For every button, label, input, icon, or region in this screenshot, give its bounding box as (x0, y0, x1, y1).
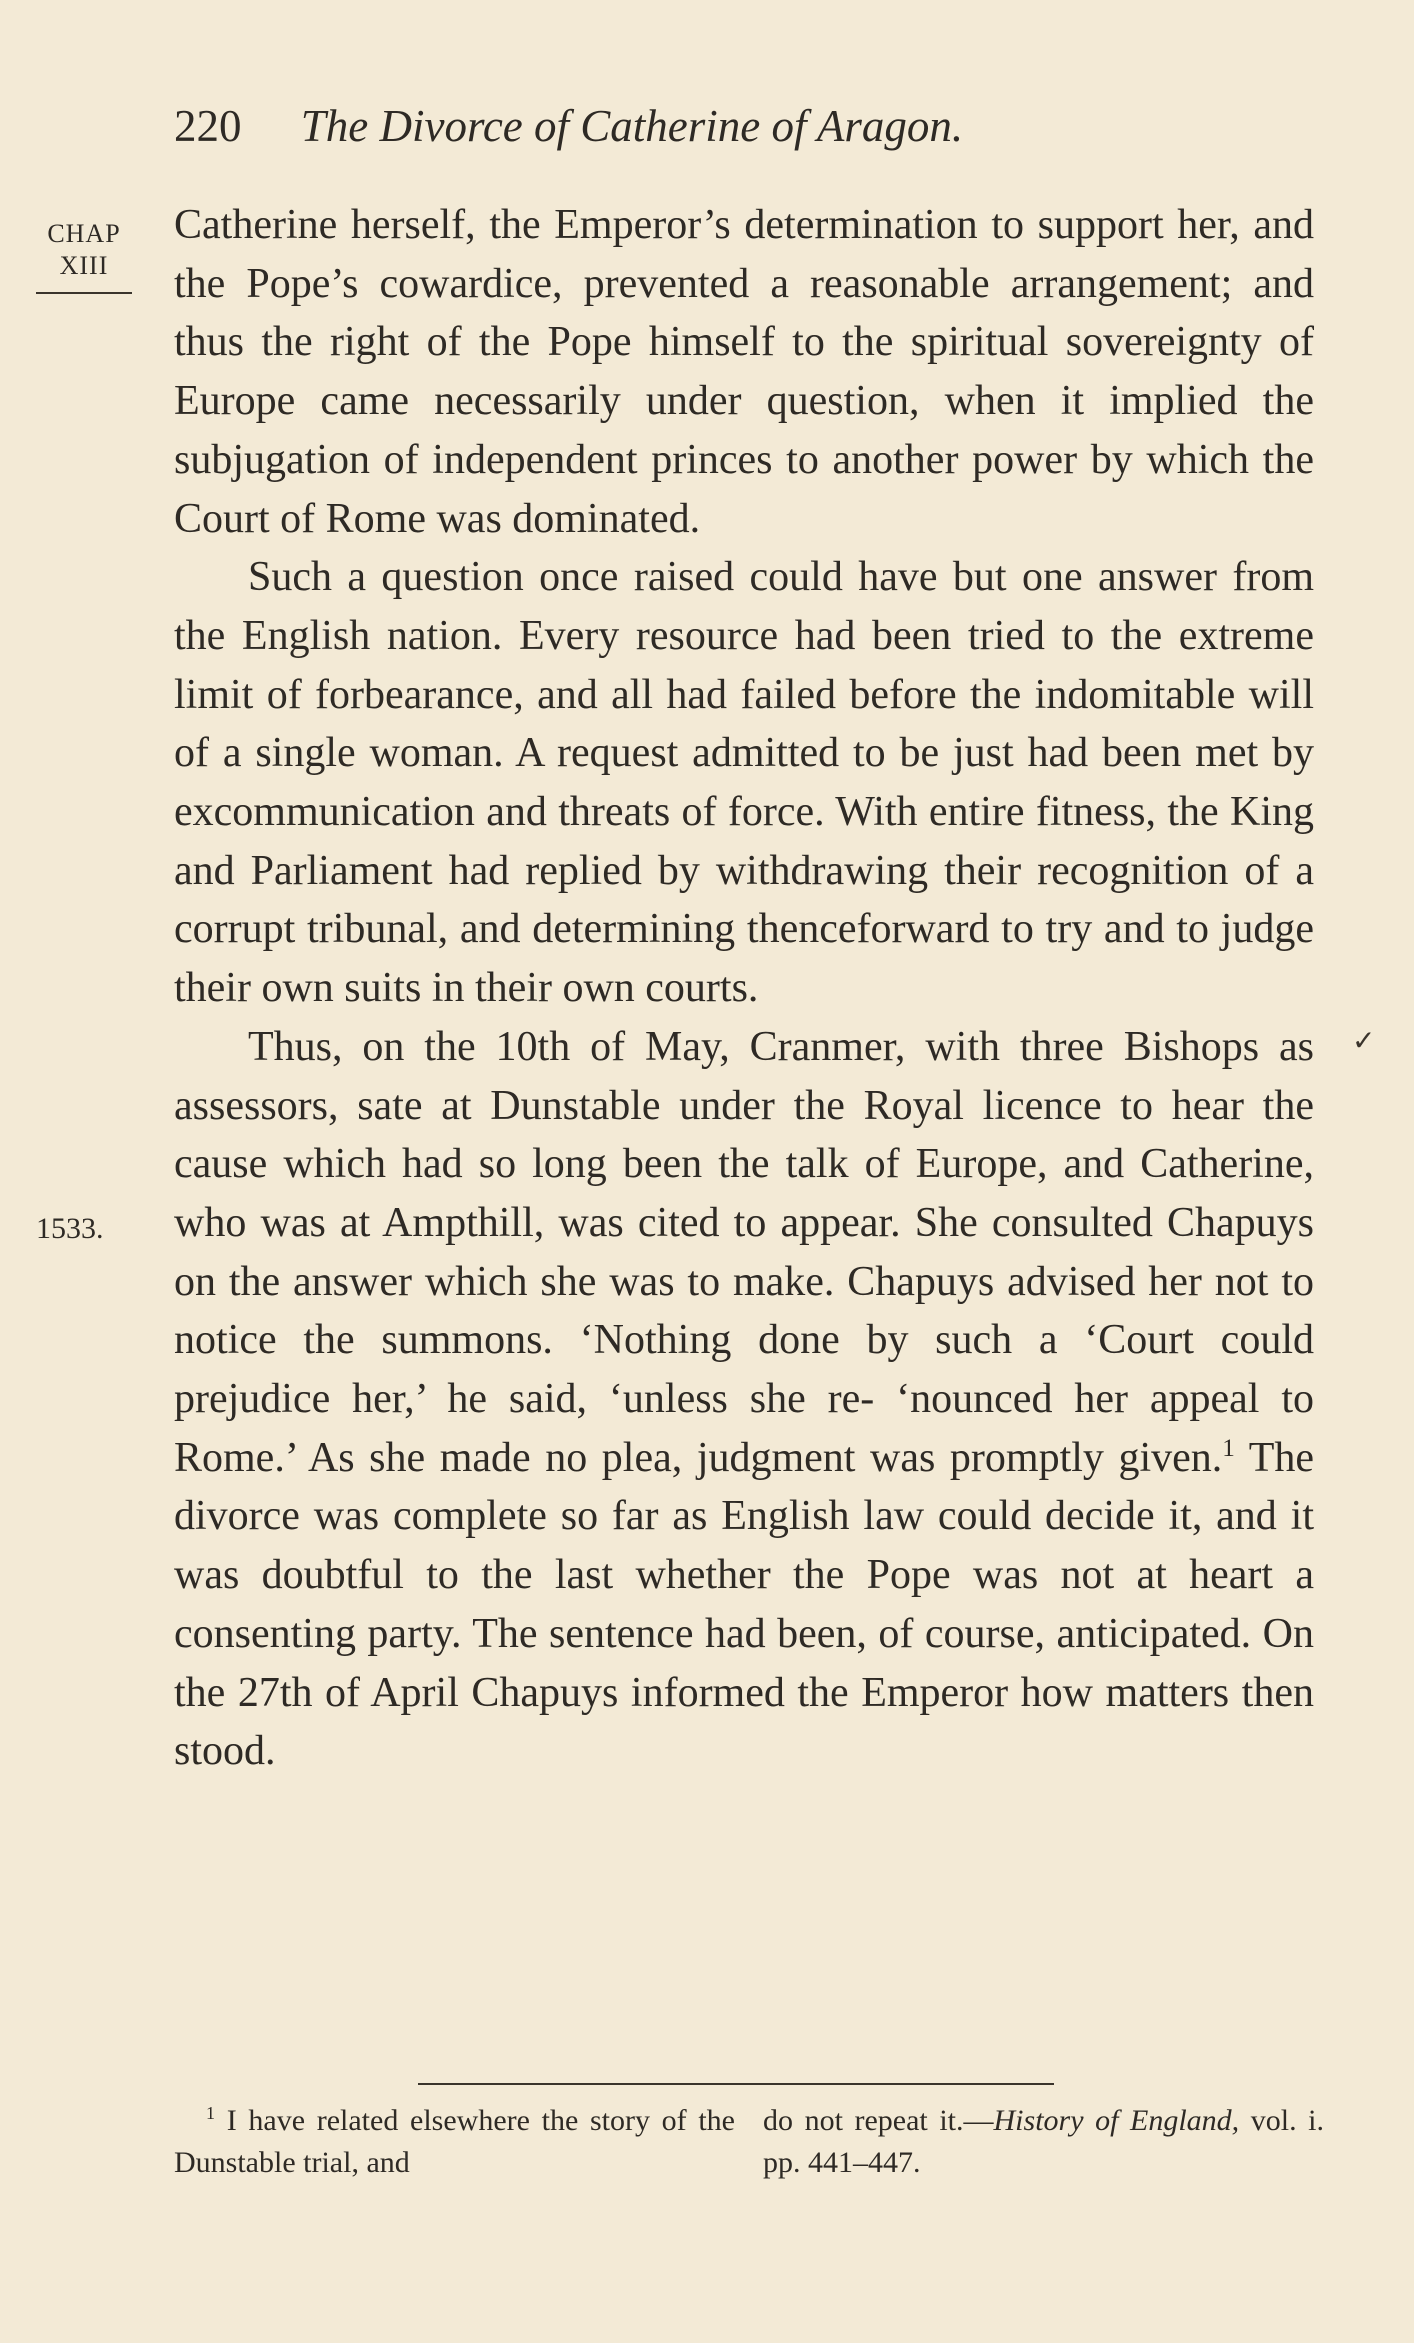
footnote-right-text: do not repeat it.— (763, 2104, 994, 2137)
footnote-reference: 1 (1222, 1434, 1235, 1462)
chapter-number: XIII (59, 251, 109, 280)
footnote-left-column (174, 2100, 735, 2184)
footnote-marker: 1 (206, 2103, 215, 2123)
page-number: 220 (174, 101, 242, 151)
chapter-label: CHAP (47, 219, 121, 248)
paragraph-3-part-2: The divorce was complete so far as English law could decide it, and it was doubtful to the last whether the Pope was not at heart a consenting party. The sentence had been, of course, anticipated. On the 27th of April Chapuys informed the Emperor how matters then stood. (174, 1434, 1314, 1775)
footnote-separator (418, 2083, 1054, 2085)
footnote-left-text: I have related elsewhere the story of the Dunstable trial, and (174, 2104, 736, 2179)
footnote-right-column (763, 2100, 1324, 2184)
footnote-reference-pages: vol. i. pp. 441–447. (763, 2104, 1324, 2179)
paragraph-3-part-1: Thus, on the 10th of May, Cranmer, with three Bishops as assessors, sate at Dunstable under the Royal licence to hear the cause which had so long been the talk of Europe, and Catherine, who was at Ampthill, was cited to appear. She consulted Chapuys on the answer which she was to make. Chapuys advised her not to notice the summons. ‘Nothing done by such a ‘Court could prejudice her,’ he said, ‘unless she re- ‘nounced her appeal to Rome.’ As she made no plea, judgment was promptly given. (174, 1023, 1314, 1481)
paragraph-1: Catherine herself, the Emperor’s determination to support her, and the Pope’s cowardice, prevented a reasonable arrangement; and thus the right of the Pope himself to the spiritual sovereignty of Europe came necessarily under question, when it implied the subjugation of independent princes to another power by which the Court of Rome was dominated. (174, 202, 1314, 542)
running-title: The Divorce of Catherine of Aragon. (300, 101, 964, 151)
year-marginal-note: 1533. (36, 1212, 104, 1245)
footnote-book-title: History of England, (993, 2104, 1240, 2137)
chapter-marginal-note (24, 218, 144, 294)
chapter-rule (36, 292, 132, 294)
running-header (174, 100, 1314, 152)
body-text (174, 196, 1314, 1781)
paragraph-3 (174, 1018, 1314, 1781)
footnote (174, 2100, 1324, 2184)
margin-check-mark: ✓ (1352, 1026, 1376, 1057)
paragraph-2: Such a question once raised could have but one answer from the English nation. Every resource had been tried to the extreme limit of forbearance, and all had failed before the indomitable will of a single woman. A request admitted to be just had been met by excommunication and threats of force. With entire fitness, the King and Parliament had replied by withdrawing their recognition of a corrupt tribunal, and determining thenceforward to try and to judge their own suits in their own courts. (174, 554, 1314, 1012)
